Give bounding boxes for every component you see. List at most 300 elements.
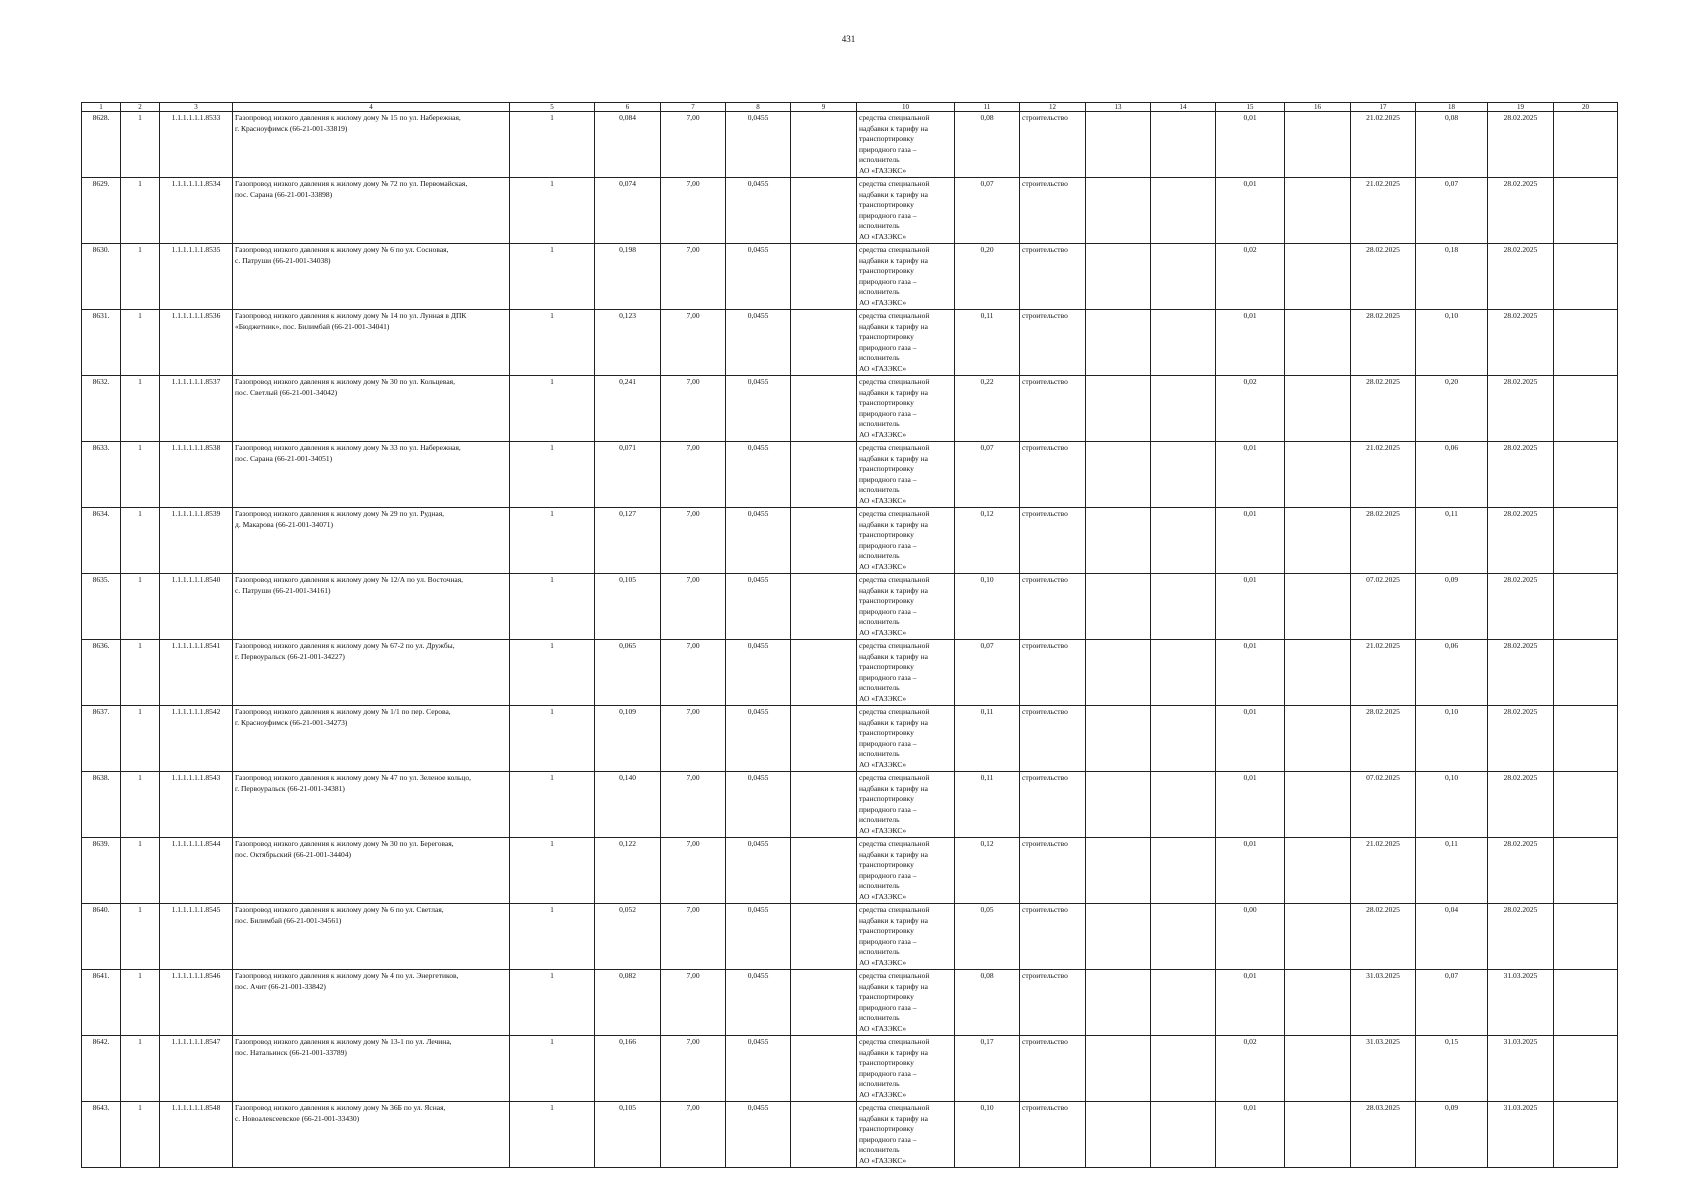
column-number-3: 3 <box>160 103 233 112</box>
col11-value-cell: 0,05 <box>955 904 1020 970</box>
col15-value-cell: 0,01 <box>1216 508 1285 574</box>
project-name-cell: Газопровод низкого давления к жилому дому № 47 по ул. Зеленое кольцо, г. Первоуральск (66-21-001-34381) <box>233 772 510 838</box>
col8-value-cell: 0,0455 <box>726 508 791 574</box>
row-number-cell: 8641. <box>82 970 121 1036</box>
row-level-cell: 1 <box>121 970 160 1036</box>
col9-value-cell <box>791 904 857 970</box>
col16-value-cell <box>1285 178 1351 244</box>
start-date-cell: 31.03.2025 <box>1351 1036 1416 1102</box>
col7-value-cell: 7,00 <box>661 904 726 970</box>
start-date-cell: 07.02.2025 <box>1351 772 1416 838</box>
col11-value-cell: 0,07 <box>955 178 1020 244</box>
col6-value-cell: 0,074 <box>595 178 661 244</box>
col5-value-cell: 1 <box>510 574 595 640</box>
project-code-cell: 1.1.1.1.1.1.8540 <box>160 574 233 640</box>
project-name-cell: Газопровод низкого давления к жилому дому № 6 по ул. Сосновая, с. Патруши (66-21-001-34038) <box>233 244 510 310</box>
col14-value-cell <box>1151 970 1216 1036</box>
page-number: 431 <box>841 34 856 44</box>
work-type-cell: строительство <box>1020 310 1086 376</box>
col13-value-cell <box>1086 442 1151 508</box>
col18-value-cell: 0,09 <box>1416 574 1488 640</box>
col6-value-cell: 0,105 <box>595 574 661 640</box>
row-number-cell: 8632. <box>82 376 121 442</box>
col15-value-cell: 0,01 <box>1216 310 1285 376</box>
start-date-cell: 21.02.2025 <box>1351 178 1416 244</box>
col9-value-cell <box>791 244 857 310</box>
col5-value-cell: 1 <box>510 1036 595 1102</box>
project-name-cell: Газопровод низкого давления к жилому дому № 33 по ул. Набережная, пос. Сарана (66-21-001-34051) <box>233 442 510 508</box>
funding-source-cell: средства специальной надбавки к тарифу на транспортировку природного газа – исполнитель АО «ГАЗЭКС» <box>857 574 955 640</box>
col9-value-cell <box>791 310 857 376</box>
col20-value-cell <box>1554 838 1618 904</box>
row-number-cell: 8642. <box>82 1036 121 1102</box>
col9-value-cell <box>791 178 857 244</box>
start-date-cell: 21.02.2025 <box>1351 112 1416 178</box>
col13-value-cell <box>1086 508 1151 574</box>
col6-value-cell: 0,166 <box>595 1036 661 1102</box>
col9-value-cell <box>791 1102 857 1168</box>
col15-value-cell: 0,01 <box>1216 178 1285 244</box>
end-date-cell: 28.02.2025 <box>1488 244 1554 310</box>
column-number-7: 7 <box>661 103 726 112</box>
col18-value-cell: 0,08 <box>1416 112 1488 178</box>
col16-value-cell <box>1285 1102 1351 1168</box>
col5-value-cell: 1 <box>510 838 595 904</box>
col20-value-cell <box>1554 244 1618 310</box>
funding-source-cell: средства специальной надбавки к тарифу на транспортировку природного газа – исполнитель АО «ГАЗЭКС» <box>857 1036 955 1102</box>
col7-value-cell: 7,00 <box>661 640 726 706</box>
col9-value-cell <box>791 112 857 178</box>
col11-value-cell: 0,12 <box>955 838 1020 904</box>
col9-value-cell <box>791 1036 857 1102</box>
col9-value-cell <box>791 376 857 442</box>
table-row <box>82 310 1618 376</box>
col5-value-cell: 1 <box>510 508 595 574</box>
col16-value-cell <box>1285 838 1351 904</box>
row-number-cell: 8631. <box>82 310 121 376</box>
col16-value-cell <box>1285 640 1351 706</box>
col5-value-cell: 1 <box>510 772 595 838</box>
col9-value-cell <box>791 442 857 508</box>
col7-value-cell: 7,00 <box>661 970 726 1036</box>
project-name-cell: Газопровод низкого давления к жилому дому № 72 по ул. Первомайская, пос. Сарана (66-21-001-33898) <box>233 178 510 244</box>
project-name-cell: Газопровод низкого давления к жилому дому № 14 по ул. Лунная в ДПК «Бюджетник», пос. Билимбай (66-21-001-34041) <box>233 310 510 376</box>
col7-value-cell: 7,00 <box>661 772 726 838</box>
col16-value-cell <box>1285 904 1351 970</box>
col9-value-cell <box>791 574 857 640</box>
end-date-cell: 28.02.2025 <box>1488 508 1554 574</box>
row-level-cell: 1 <box>121 640 160 706</box>
col11-value-cell: 0,17 <box>955 1036 1020 1102</box>
col15-value-cell: 0,01 <box>1216 442 1285 508</box>
col16-value-cell <box>1285 1036 1351 1102</box>
column-number-10: 10 <box>857 103 955 112</box>
project-name-cell: Газопровод низкого давления к жилому дому № 1/1 по пер. Серова, г. Красноуфимск (66-21-001-34273) <box>233 706 510 772</box>
table-row <box>82 970 1618 1036</box>
col20-value-cell <box>1554 640 1618 706</box>
work-type-cell: строительство <box>1020 574 1086 640</box>
project-name-cell: Газопровод низкого давления к жилому дому № 30 по ул. Кольцевая, пос. Светлый (66-21-001-34042) <box>233 376 510 442</box>
col6-value-cell: 0,127 <box>595 508 661 574</box>
column-number-9: 9 <box>791 103 857 112</box>
col11-value-cell: 0,11 <box>955 310 1020 376</box>
end-date-cell: 28.02.2025 <box>1488 640 1554 706</box>
col18-value-cell: 0,06 <box>1416 640 1488 706</box>
col18-value-cell: 0,11 <box>1416 508 1488 574</box>
col7-value-cell: 7,00 <box>661 706 726 772</box>
column-number-1: 1 <box>82 103 121 112</box>
column-number-16: 16 <box>1285 103 1351 112</box>
col5-value-cell: 1 <box>510 970 595 1036</box>
col8-value-cell: 0,0455 <box>726 310 791 376</box>
row-number-cell: 8630. <box>82 244 121 310</box>
col7-value-cell: 7,00 <box>661 376 726 442</box>
col13-value-cell <box>1086 1102 1151 1168</box>
funding-source-cell: средства специальной надбавки к тарифу на транспортировку природного газа – исполнитель АО «ГАЗЭКС» <box>857 706 955 772</box>
col16-value-cell <box>1285 310 1351 376</box>
col20-value-cell <box>1554 376 1618 442</box>
project-code-cell: 1.1.1.1.1.1.8541 <box>160 640 233 706</box>
work-type-cell: строительство <box>1020 1102 1086 1168</box>
col9-value-cell <box>791 706 857 772</box>
col14-value-cell <box>1151 574 1216 640</box>
end-date-cell: 28.02.2025 <box>1488 376 1554 442</box>
col18-value-cell: 0,15 <box>1416 1036 1488 1102</box>
col7-value-cell: 7,00 <box>661 508 726 574</box>
col8-value-cell: 0,0455 <box>726 442 791 508</box>
col20-value-cell <box>1554 1036 1618 1102</box>
col6-value-cell: 0,071 <box>595 442 661 508</box>
start-date-cell: 28.02.2025 <box>1351 904 1416 970</box>
project-name-cell: Газопровод низкого давления к жилому дому № 13-1 по ул. Лечина, пос. Натальинск (66-21-001-33789) <box>233 1036 510 1102</box>
table-body <box>82 103 1618 1168</box>
start-date-cell: 28.02.2025 <box>1351 376 1416 442</box>
funding-source-cell: средства специальной надбавки к тарифу на транспортировку природного газа – исполнитель АО «ГАЗЭКС» <box>857 508 955 574</box>
col14-value-cell <box>1151 838 1216 904</box>
col15-value-cell: 0,01 <box>1216 1102 1285 1168</box>
column-number-8: 8 <box>726 103 791 112</box>
table-row <box>82 838 1618 904</box>
project-name-cell: Газопровод низкого давления к жилому дому № 12/А по ул. Восточная, с. Патруши (66-21-001-34161) <box>233 574 510 640</box>
col13-value-cell <box>1086 904 1151 970</box>
table-row <box>82 640 1618 706</box>
row-level-cell: 1 <box>121 310 160 376</box>
col7-value-cell: 7,00 <box>661 1036 726 1102</box>
col14-value-cell <box>1151 442 1216 508</box>
row-number-cell: 8628. <box>82 112 121 178</box>
start-date-cell: 28.02.2025 <box>1351 706 1416 772</box>
column-number-15: 15 <box>1216 103 1285 112</box>
row-level-cell: 1 <box>121 112 160 178</box>
col9-value-cell <box>791 838 857 904</box>
col15-value-cell: 0,01 <box>1216 706 1285 772</box>
end-date-cell: 28.02.2025 <box>1488 178 1554 244</box>
row-number-cell: 8637. <box>82 706 121 772</box>
work-type-cell: строительство <box>1020 640 1086 706</box>
project-code-cell: 1.1.1.1.1.1.8546 <box>160 970 233 1036</box>
row-level-cell: 1 <box>121 442 160 508</box>
col5-value-cell: 1 <box>510 376 595 442</box>
col15-value-cell: 0,01 <box>1216 574 1285 640</box>
project-name-cell: Газопровод низкого давления к жилому дому № 67-2 по ул. Дружбы, г. Первоуральск (66-21-001-34227) <box>233 640 510 706</box>
col8-value-cell: 0,0455 <box>726 112 791 178</box>
col6-value-cell: 0,082 <box>595 970 661 1036</box>
row-level-cell: 1 <box>121 706 160 772</box>
row-number-cell: 8638. <box>82 772 121 838</box>
work-type-cell: строительство <box>1020 772 1086 838</box>
end-date-cell: 28.02.2025 <box>1488 904 1554 970</box>
funding-source-cell: средства специальной надбавки к тарифу на транспортировку природного газа – исполнитель АО «ГАЗЭКС» <box>857 112 955 178</box>
col16-value-cell <box>1285 706 1351 772</box>
col20-value-cell <box>1554 310 1618 376</box>
end-date-cell: 31.03.2025 <box>1488 1102 1554 1168</box>
table-row <box>82 706 1618 772</box>
col5-value-cell: 1 <box>510 244 595 310</box>
funding-source-cell: средства специальной надбавки к тарифу на транспортировку природного газа – исполнитель АО «ГАЗЭКС» <box>857 904 955 970</box>
table-row <box>82 1102 1618 1168</box>
col20-value-cell <box>1554 574 1618 640</box>
col11-value-cell: 0,11 <box>955 772 1020 838</box>
start-date-cell: 31.03.2025 <box>1351 970 1416 1036</box>
column-number-2: 2 <box>121 103 160 112</box>
work-type-cell: строительство <box>1020 112 1086 178</box>
col7-value-cell: 7,00 <box>661 310 726 376</box>
col9-value-cell <box>791 508 857 574</box>
work-type-cell: строительство <box>1020 706 1086 772</box>
work-type-cell: строительство <box>1020 970 1086 1036</box>
project-code-cell: 1.1.1.1.1.1.8535 <box>160 244 233 310</box>
col9-value-cell <box>791 640 857 706</box>
work-type-cell: строительство <box>1020 376 1086 442</box>
col9-value-cell <box>791 772 857 838</box>
col16-value-cell <box>1285 772 1351 838</box>
row-level-cell: 1 <box>121 904 160 970</box>
funding-source-cell: средства специальной надбавки к тарифу на транспортировку природного газа – исполнитель АО «ГАЗЭКС» <box>857 310 955 376</box>
col16-value-cell <box>1285 970 1351 1036</box>
col11-value-cell: 0,20 <box>955 244 1020 310</box>
funding-source-cell: средства специальной надбавки к тарифу на транспортировку природного газа – исполнитель АО «ГАЗЭКС» <box>857 244 955 310</box>
column-number-14: 14 <box>1151 103 1216 112</box>
project-code-cell: 1.1.1.1.1.1.8539 <box>160 508 233 574</box>
col7-value-cell: 7,00 <box>661 178 726 244</box>
col20-value-cell <box>1554 442 1618 508</box>
end-date-cell: 28.02.2025 <box>1488 442 1554 508</box>
col5-value-cell: 1 <box>510 904 595 970</box>
project-code-cell: 1.1.1.1.1.1.8547 <box>160 1036 233 1102</box>
row-level-cell: 1 <box>121 574 160 640</box>
column-number-6: 6 <box>595 103 661 112</box>
funding-source-cell: средства специальной надбавки к тарифу на транспортировку природного газа – исполнитель АО «ГАЗЭКС» <box>857 376 955 442</box>
col14-value-cell <box>1151 178 1216 244</box>
end-date-cell: 28.02.2025 <box>1488 310 1554 376</box>
col14-value-cell <box>1151 904 1216 970</box>
end-date-cell: 28.02.2025 <box>1488 574 1554 640</box>
col18-value-cell: 0,06 <box>1416 442 1488 508</box>
row-level-cell: 1 <box>121 178 160 244</box>
col8-value-cell: 0,0455 <box>726 640 791 706</box>
col16-value-cell <box>1285 376 1351 442</box>
col14-value-cell <box>1151 508 1216 574</box>
col20-value-cell <box>1554 904 1618 970</box>
funding-source-cell: средства специальной надбавки к тарифу на транспортировку природного газа – исполнитель АО «ГАЗЭКС» <box>857 970 955 1036</box>
end-date-cell: 28.02.2025 <box>1488 706 1554 772</box>
project-code-cell: 1.1.1.1.1.1.8534 <box>160 178 233 244</box>
col13-value-cell <box>1086 838 1151 904</box>
col6-value-cell: 0,122 <box>595 838 661 904</box>
project-name-cell: Газопровод низкого давления к жилому дому № 30 по ул. Береговая, пос. Октябрьский (66-21-001-34404) <box>233 838 510 904</box>
col18-value-cell: 0,20 <box>1416 376 1488 442</box>
col6-value-cell: 0,198 <box>595 244 661 310</box>
col11-value-cell: 0,22 <box>955 376 1020 442</box>
work-type-cell: строительство <box>1020 838 1086 904</box>
funding-source-cell: средства специальной надбавки к тарифу на транспортировку природного газа – исполнитель АО «ГАЗЭКС» <box>857 442 955 508</box>
table-row <box>82 1036 1618 1102</box>
table-row <box>82 508 1618 574</box>
col15-value-cell: 0,01 <box>1216 838 1285 904</box>
col18-value-cell: 0,07 <box>1416 970 1488 1036</box>
project-name-cell: Газопровод низкого давления к жилому дому № 15 по ул. Набережная, г. Красноуфимск (66-21-001-33819) <box>233 112 510 178</box>
column-number-11: 11 <box>955 103 1020 112</box>
row-number-cell: 8640. <box>82 904 121 970</box>
column-number-19: 19 <box>1488 103 1554 112</box>
project-name-cell: Газопровод низкого давления к жилому дому № 29 по ул. Рудная, д. Макарова (66-21-001-34071) <box>233 508 510 574</box>
col14-value-cell <box>1151 112 1216 178</box>
row-number-cell: 8639. <box>82 838 121 904</box>
col14-value-cell <box>1151 244 1216 310</box>
row-number-cell: 8635. <box>82 574 121 640</box>
col15-value-cell: 0,01 <box>1216 112 1285 178</box>
project-code-cell: 1.1.1.1.1.1.8536 <box>160 310 233 376</box>
col8-value-cell: 0,0455 <box>726 772 791 838</box>
funding-source-cell: средства специальной надбавки к тарифу на транспортировку природного газа – исполнитель АО «ГАЗЭКС» <box>857 640 955 706</box>
col20-value-cell <box>1554 178 1618 244</box>
table-row <box>82 376 1618 442</box>
row-level-cell: 1 <box>121 772 160 838</box>
column-number-12: 12 <box>1020 103 1086 112</box>
col8-value-cell: 0,0455 <box>726 244 791 310</box>
col16-value-cell <box>1285 508 1351 574</box>
col8-value-cell: 0,0455 <box>726 376 791 442</box>
col6-value-cell: 0,052 <box>595 904 661 970</box>
col6-value-cell: 0,241 <box>595 376 661 442</box>
column-number-20: 20 <box>1554 103 1618 112</box>
start-date-cell: 21.02.2025 <box>1351 640 1416 706</box>
col13-value-cell <box>1086 376 1151 442</box>
col8-value-cell: 0,0455 <box>726 574 791 640</box>
col18-value-cell: 0,10 <box>1416 706 1488 772</box>
column-number-4: 4 <box>233 103 510 112</box>
project-code-cell: 1.1.1.1.1.1.8533 <box>160 112 233 178</box>
col13-value-cell <box>1086 310 1151 376</box>
start-date-cell: 07.02.2025 <box>1351 574 1416 640</box>
work-type-cell: строительство <box>1020 244 1086 310</box>
table-row <box>82 112 1618 178</box>
col13-value-cell <box>1086 178 1151 244</box>
end-date-cell: 28.02.2025 <box>1488 838 1554 904</box>
col9-value-cell <box>791 970 857 1036</box>
col7-value-cell: 7,00 <box>661 1102 726 1168</box>
col13-value-cell <box>1086 640 1151 706</box>
col6-value-cell: 0,105 <box>595 1102 661 1168</box>
col13-value-cell <box>1086 112 1151 178</box>
work-type-cell: строительство <box>1020 178 1086 244</box>
col13-value-cell <box>1086 574 1151 640</box>
col11-value-cell: 0,10 <box>955 574 1020 640</box>
col8-value-cell: 0,0455 <box>726 970 791 1036</box>
col5-value-cell: 1 <box>510 1102 595 1168</box>
col13-value-cell <box>1086 1036 1151 1102</box>
project-name-cell: Газопровод низкого давления к жилому дому № 4 по ул. Энергетиков, пос. Ачит (66-21-001-33842) <box>233 970 510 1036</box>
col15-value-cell: 0,02 <box>1216 1036 1285 1102</box>
col15-value-cell: 0,02 <box>1216 376 1285 442</box>
col14-value-cell <box>1151 376 1216 442</box>
col20-value-cell <box>1554 970 1618 1036</box>
project-name-cell: Газопровод низкого давления к жилому дому № 6 по ул. Светлая, пос. Билимбай (66-21-001-34561) <box>233 904 510 970</box>
col14-value-cell <box>1151 640 1216 706</box>
col16-value-cell <box>1285 112 1351 178</box>
funding-source-cell: средства специальной надбавки к тарифу на транспортировку природного газа – исполнитель АО «ГАЗЭКС» <box>857 1102 955 1168</box>
col6-value-cell: 0,140 <box>595 772 661 838</box>
funding-source-cell: средства специальной надбавки к тарифу на транспортировку природного газа – исполнитель АО «ГАЗЭКС» <box>857 772 955 838</box>
row-number-cell: 8643. <box>82 1102 121 1168</box>
work-type-cell: строительство <box>1020 1036 1086 1102</box>
start-date-cell: 21.02.2025 <box>1351 442 1416 508</box>
col15-value-cell: 0,01 <box>1216 970 1285 1036</box>
col18-value-cell: 0,07 <box>1416 178 1488 244</box>
project-code-cell: 1.1.1.1.1.1.8537 <box>160 376 233 442</box>
column-number-13: 13 <box>1086 103 1151 112</box>
col18-value-cell: 0,18 <box>1416 244 1488 310</box>
end-date-cell: 31.03.2025 <box>1488 1036 1554 1102</box>
col18-value-cell: 0,04 <box>1416 904 1488 970</box>
col13-value-cell <box>1086 970 1151 1036</box>
col16-value-cell <box>1285 574 1351 640</box>
table-row <box>82 244 1618 310</box>
end-date-cell: 28.02.2025 <box>1488 772 1554 838</box>
col8-value-cell: 0,0455 <box>726 178 791 244</box>
col7-value-cell: 7,00 <box>661 574 726 640</box>
row-number-cell: 8634. <box>82 508 121 574</box>
column-number-17: 17 <box>1351 103 1416 112</box>
col16-value-cell <box>1285 442 1351 508</box>
project-code-cell: 1.1.1.1.1.1.8548 <box>160 1102 233 1168</box>
col13-value-cell <box>1086 244 1151 310</box>
funding-source-cell: средства специальной надбавки к тарифу на транспортировку природного газа – исполнитель АО «ГАЗЭКС» <box>857 178 955 244</box>
col14-value-cell <box>1151 1102 1216 1168</box>
col18-value-cell: 0,11 <box>1416 838 1488 904</box>
col7-value-cell: 7,00 <box>661 838 726 904</box>
row-level-cell: 1 <box>121 1036 160 1102</box>
column-number-row <box>82 103 1618 112</box>
col20-value-cell <box>1554 508 1618 574</box>
row-level-cell: 1 <box>121 244 160 310</box>
row-number-cell: 8636. <box>82 640 121 706</box>
work-type-cell: строительство <box>1020 508 1086 574</box>
col5-value-cell: 1 <box>510 112 595 178</box>
col6-value-cell: 0,123 <box>595 310 661 376</box>
col14-value-cell <box>1151 1036 1216 1102</box>
col20-value-cell <box>1554 1102 1618 1168</box>
start-date-cell: 28.03.2025 <box>1351 1102 1416 1168</box>
col6-value-cell: 0,065 <box>595 640 661 706</box>
start-date-cell: 28.02.2025 <box>1351 310 1416 376</box>
col14-value-cell <box>1151 706 1216 772</box>
row-level-cell: 1 <box>121 838 160 904</box>
col11-value-cell: 0,07 <box>955 442 1020 508</box>
col13-value-cell <box>1086 772 1151 838</box>
col8-value-cell: 0,0455 <box>726 1102 791 1168</box>
start-date-cell: 21.02.2025 <box>1351 838 1416 904</box>
